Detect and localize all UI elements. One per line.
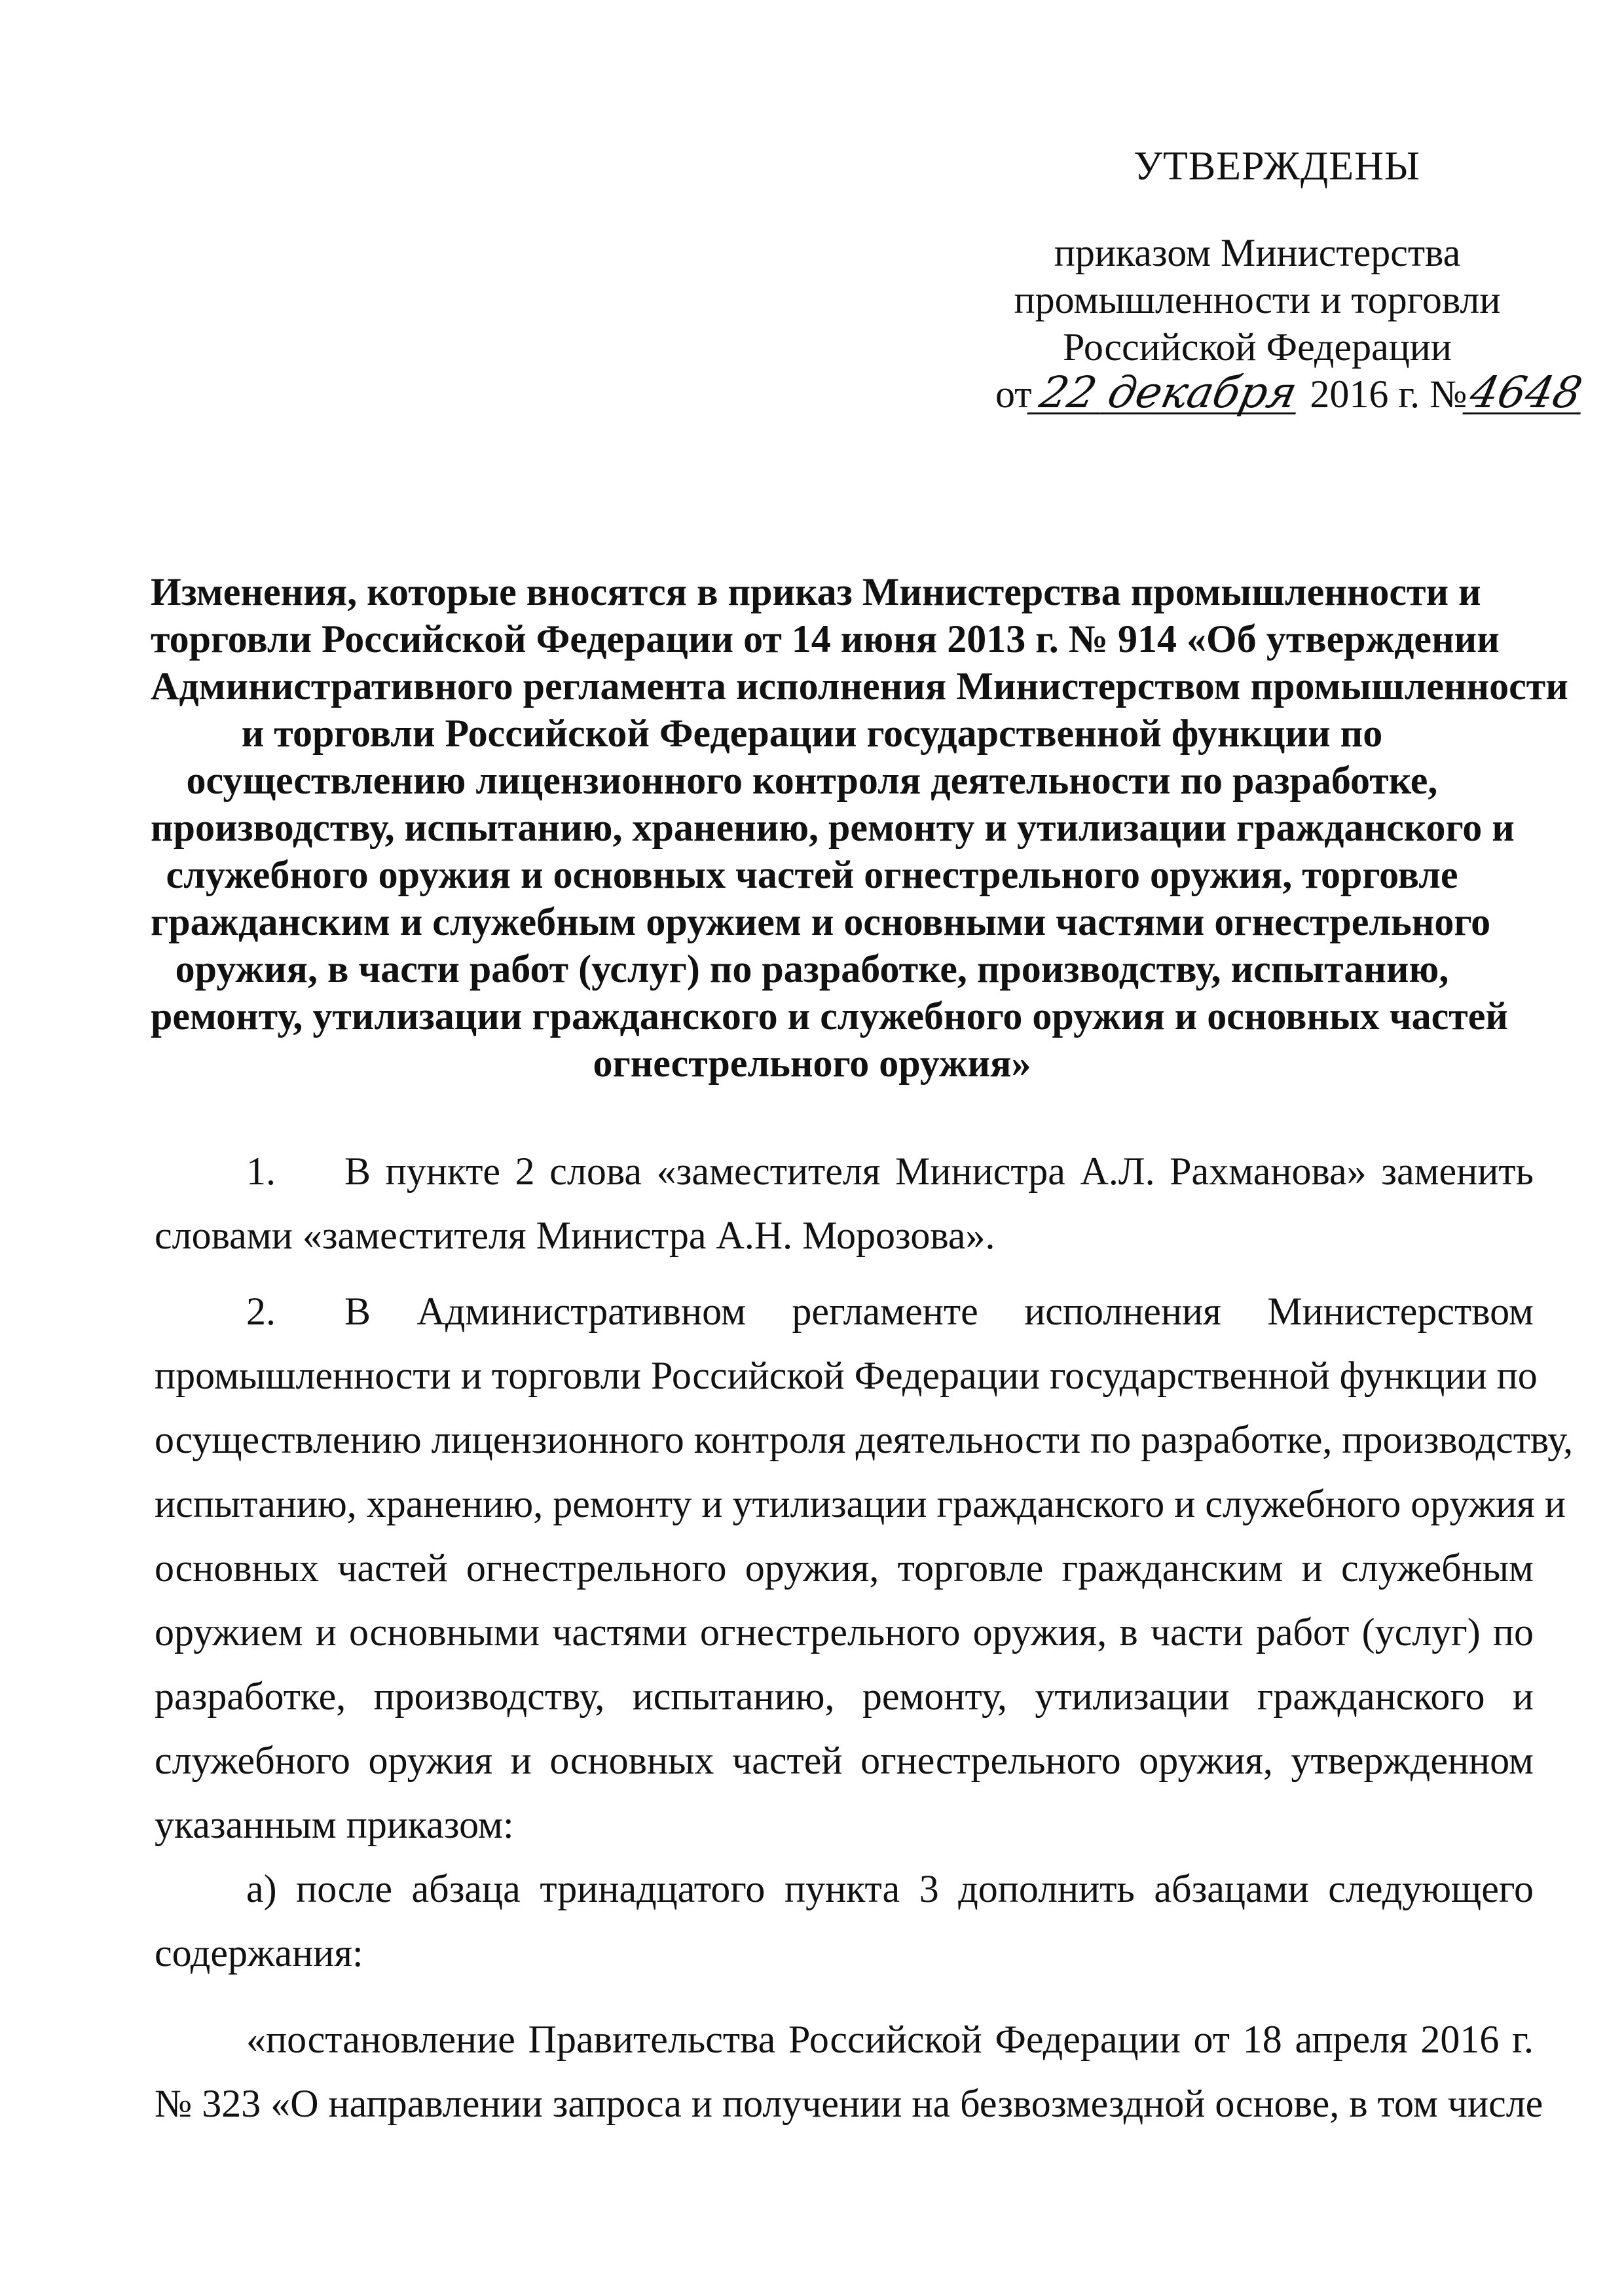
paragraph-item-1 [155, 1139, 1534, 1267]
handwritten-order-number: 4648 [1463, 373, 1589, 414]
paragraph-line: промышленности и торговли Российской Федерации государственной функции по [155, 1354, 1538, 1397]
approval-heading: УТВЕРЖДЕНЫ [1134, 144, 1420, 189]
approval-date-line [969, 367, 1587, 418]
paragraph-line: испытанию, хранению, ремонту и утилизации гражданского и служебного оружия и [155, 1482, 1566, 1525]
paragraph-item-2 [155, 1279, 1574, 1857]
paragraph-text: В пункте 2 слова «заместителя Министра А.Л. Рахманова» заменить [344, 1150, 1534, 1193]
date-prefix: от [995, 373, 1032, 416]
number-prefix: № [1430, 373, 1467, 416]
paragraph-line: «постановление Правительства Российской Федерации от 18 апреля 2016 г. [246, 2018, 1534, 2061]
approval-stamp-block [969, 143, 1587, 418]
item-number: 1. [246, 1150, 276, 1193]
paragraph-line: служебного оружия и основных частей огнестрельного оружия, утвержденном [155, 1739, 1534, 1782]
document-body [155, 1139, 1574, 2136]
approval-line-1: приказом Министерства [1054, 231, 1461, 274]
title-line: оружия, в части работ (услуг) по разработке, производству, испытанию, [175, 947, 1449, 991]
title-line: производству, испытанию, хранению, ремонту и утилизации гражданского и [151, 806, 1515, 849]
paragraph-line: основных частей огнестрельного оружия, торговле гражданским и служебным [155, 1546, 1534, 1590]
date-year: 2016 г. [1310, 373, 1420, 416]
handwritten-day: 22 [1027, 373, 1109, 414]
approval-line-3: Российской Федерации [1062, 325, 1452, 369]
approval-line-2: промышленности и торговли [1014, 278, 1501, 321]
title-line: служебного оружия и основных частей огнестрельного оружия, торговле [166, 853, 1458, 896]
title-line: осуществлению лицензионного контроля деятельности по разработке, [186, 759, 1438, 802]
title-line: Административного регламента исполнения Министерством промышленности [151, 665, 1568, 708]
item-number: 2. [246, 1290, 276, 1333]
title-line: торговли Российской Федерации от 14 июня 2013 г. № 914 «Об утверждении [151, 617, 1500, 661]
paragraph-text: В Административном регламенте исполнения Министерством [344, 1290, 1534, 1333]
paragraph-line: словами «заместителя Министра А.Н. Морозова». [155, 1214, 995, 1257]
title-line: огнестрельного оружия» [593, 1042, 1031, 1085]
paragraph-line [155, 1139, 1534, 1203]
paragraph-line [155, 1279, 1534, 1343]
paragraph-line: № 323 «О направлении запроса и получении на безвозмездной основе, в том числе [155, 2082, 1543, 2125]
title-line: ремонту, утилизации гражданского и служебного оружия и основных частей [151, 994, 1508, 1038]
document-title [151, 568, 1568, 1087]
paragraph-quote [155, 2007, 1543, 2136]
paragraph-line: разработке, производству, испытанию, ремонту, утилизации гражданского и [155, 1675, 1534, 1718]
paragraph-line: указанным приказом: [155, 1803, 514, 1846]
handwritten-month: декабря [1101, 373, 1304, 414]
title-line: гражданским и служебным оружием и основными частями огнестрельного [151, 900, 1491, 943]
title-line: и торговли Российской Федерации государственной функции по [241, 712, 1383, 755]
paragraph-line: осуществлению лицензионного контроля деятельности по разработке, производству, [155, 1418, 1574, 1461]
paragraph-line: оружием и основными частями огнестрельного оружия, в части работ (услуг) по [155, 1611, 1534, 1654]
paragraph-line: содержания: [155, 1931, 363, 1975]
title-line: Изменения, которые вносятся в приказ Министерства промышленности и [151, 570, 1481, 613]
paragraph-line: а) после абзаца тринадцатого пункта 3 дополнить абзацами следующего [246, 1867, 1534, 1910]
paragraph-item-a [155, 1857, 1534, 1985]
